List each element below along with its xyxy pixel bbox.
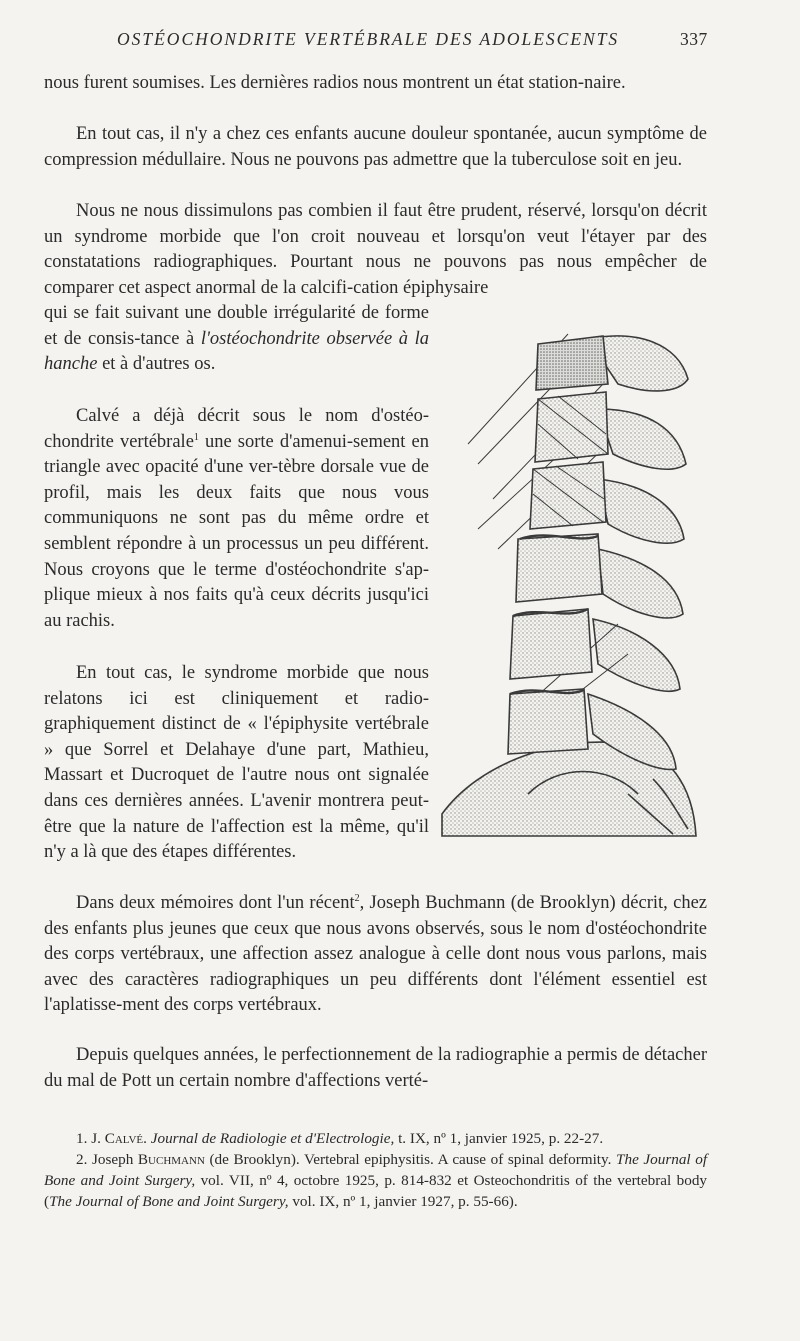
running-title: OSTÉOCHONDRITE VERTÉBRALE DES ADOLESCENTS xyxy=(117,29,620,49)
footnote-ref-2[interactable]: 2 xyxy=(354,892,360,904)
footnote-1: 1. J. Calvé. Journal de Radiologie et d'Electrologie, t. IX, nº 1, janvier 1925, p. 22-27. xyxy=(76,1130,604,1147)
footnote-2: 2. Joseph Buchmann (de Brooklyn). Vertebral epiphysitis. A cause of spinal deformity. The Journal of Bone and Joint Surgery, vol. VII, nº 4, octobre 1925, p. 814-832 et Osteochondritis of the vertebral body (The Journal of Bone and Joint Surgery, vol. IX, nº 1, janvier 1927, p. 55-66). xyxy=(44,1151,708,1210)
posterior-arch-5 xyxy=(593,619,680,691)
paragraph-4: Calvé a déjà décrit sous le nom d'ostéo-chondrite vertébrale$^1$ une sorte d'amenui-sement en triangle avec opacité d'une ver-tèbre dorsale vue de profil, mais les deux faits que nous vous communiquons ne sont pas du même ordre et semblent répondre à un processus un peu différent. Nous croyons que le terme d'ostéochondrite s'ap-plique mieux à nos faits qu'à ceux décrits jusqu'ici au rachis. xyxy=(44,406,430,631)
posterior-arch-4 xyxy=(598,549,683,618)
paragraph-2: En tout cas, il n'y a chez ces enfants aucune douleur spontanée, aucun symptôme de compression médullaire. Nous ne pouvons pas admettre que la tuberculose soit en jeu. xyxy=(44,124,707,170)
posterior-arch-2 xyxy=(598,409,686,469)
vertebral-body-5 xyxy=(510,609,592,679)
posterior-arch-3 xyxy=(598,479,684,543)
paragraph-5: En tout cas, le syndrome morbide que nous relatons ici est cliniquement et radio-graphiquement distinct de « l'épiphysite vertébrale » que Sorrel et Delahaye d'une part, Mathieu, Massart et Ducroquet de l'autre nous ont signalée dans ces dernières années. L'avenir montrera peut-être que la nature de l'affection est la même, qu'il n'y a là que des étapes différentes. xyxy=(44,663,429,863)
paragraph-3-wrapped: qui se fait suivant une double irrégularité de forme et de consis-tance à l'ostéochondrite observée à la hanche et à d'autres os. xyxy=(44,303,429,375)
spine-figure-svg xyxy=(438,324,700,842)
paragraph-3-full-width xyxy=(44,199,707,301)
vertebral-body-1 xyxy=(536,336,608,390)
paragraph-7: Depuis quelques années, le perfectionnement de la radiographie a permis de détacher du mal de Pott un certain nombre d'affections verté- xyxy=(44,1045,707,1091)
vertebral-body-4 xyxy=(516,534,602,602)
paragraph-3 xyxy=(44,199,707,301)
footnote-ref-1[interactable]: 1 xyxy=(193,431,199,443)
paragraph-1: nous furent soumises. Les dernières radios nous montrent un état station-naire. xyxy=(44,73,626,93)
paragraph-3-text: Nous ne nous dissimulons pas combien il faut être prudent, réservé, lorsqu'on décrit un syndrome morbide que l'on croit nouveau et lorsqu'on veut l'étayer par des constatations radiographiques. Pourtant nous ne pouvons pas nous empêcher de comparer cet aspect anormal de la calcifi-cation épiphysaire xyxy=(44,201,707,298)
spine-radiograph-drawing xyxy=(438,324,700,842)
footnotes xyxy=(44,1128,707,1212)
running-header xyxy=(0,27,800,51)
paragraph-6: Dans deux mémoires dont l'un récent$^2$, Joseph Buchmann (de Brooklyn) décrit, chez des enfants plus jeunes que ceux que nous avons observés, sous le nom d'ostéochondrite des corps vertébraux, une affection assez analogue à celle dont nous vous parlons, mais avec des caractères radiographiques un peu différents dont l'élément essentiel est l'aplatisse-ment des corps vertébraux. xyxy=(44,892,707,1016)
emphasis-osteochondrite-hanche: l'ostéochondrite observée à la hanche xyxy=(44,328,429,375)
vertebral-body-6 xyxy=(508,689,588,754)
page-number: 337 xyxy=(680,29,708,49)
